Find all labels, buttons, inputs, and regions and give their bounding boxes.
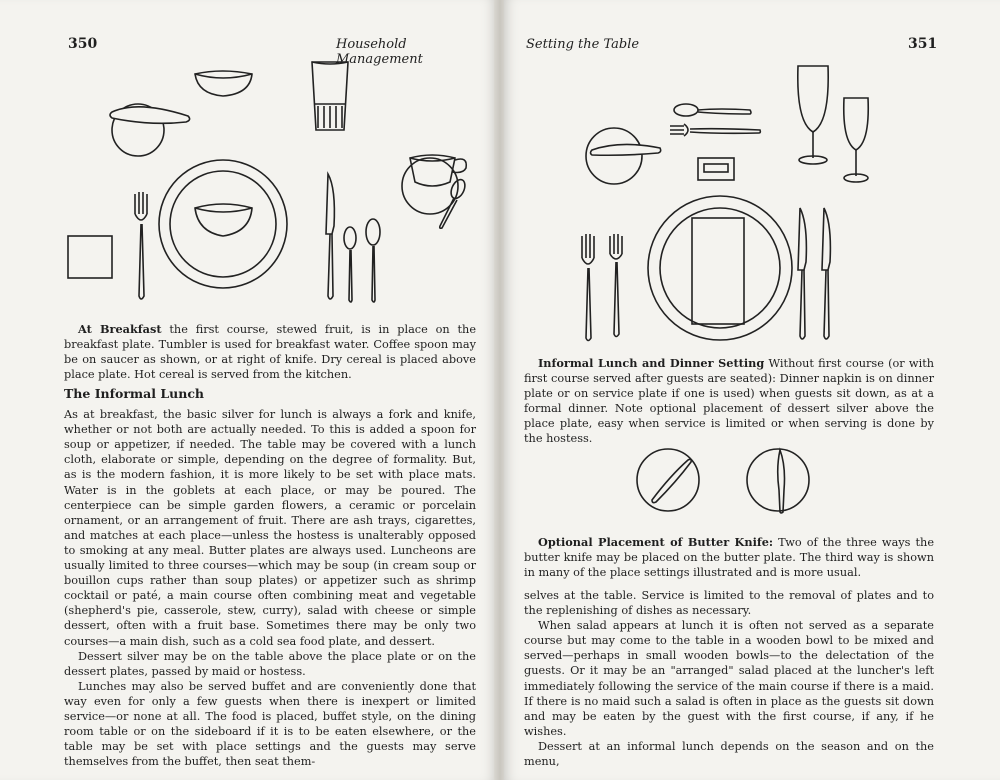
breakfast-caption-text: the first course, stewed fruit, is in place on the breakfast plate. Tumbler is used for breakfast water. Coffee spoon may be on saucer as shown, or at right of knife. Dry cereal is placed above place plate. Hot cereal is served from the kitchen.: [64, 323, 477, 382]
lunch-caption-text: Without first course (or with first course served after guests are seated): Dinner napkin is on dinner plate or on service plate if one is used) when guests sit down, as at a formal dinner. Note optional placement of dessert silver above the place plate, easy when service is limited or when serving is done by the hostess.: [524, 357, 935, 446]
paragraph: Dessert at an informal lunch depends on the season and on the menu,: [524, 739, 934, 769]
breakfast-caption-lead: At Breakfast: [78, 322, 162, 336]
right-body-text: [524, 588, 934, 769]
paragraph: selves at the table. Service is limited to the removal of plates and to the replenishing of dishes as necessary.: [524, 589, 934, 618]
butter-knife-caption: [524, 535, 934, 580]
butter-caption-text: Two of the three ways the butter knife may be placed on the butter plate. The third way is shown in many of the place settings illustrated and is more usual.: [524, 536, 935, 580]
paragraph: When salad appears at lunch it is often not served as a separate course but may come to the table in a wooden bowl to be mixed and served—perhaps in small wooden bowls—to the delectation of the guests. Or it may be an "arranged" salad placed at the luncher's left immediately following the service of the main course if there is a maid. If there is no maid such a salad is often in place as the guests sit down and may be eaten by the guest with the first course, if any, if he wishes.: [524, 619, 934, 738]
running-head-left: Household Management: [336, 37, 423, 67]
paragraph: Dessert silver may be on the table above the place plate or on the dessert plates, passed by maid or hostess.: [64, 649, 476, 678]
section-heading-informal-lunch: The Informal Lunch: [64, 386, 205, 401]
right-page: [504, 0, 1000, 780]
running-head-right: Setting the Table: [526, 37, 640, 52]
lunch-setting-caption: [524, 356, 934, 447]
butter-caption-lead: Optional Placement of Butter Knife:: [538, 535, 774, 549]
breakfast-caption: [64, 322, 476, 382]
lunch-dinner-setting-illustration: [570, 58, 910, 344]
lunch-caption-lead: Informal Lunch and Dinner Setting: [538, 356, 765, 370]
page-number-left: 350: [68, 36, 98, 52]
left-page: [0, 0, 496, 780]
butter-knife-illustration: [630, 446, 830, 516]
page-number-right: 351: [908, 36, 938, 52]
paragraph: Lunches may also be served buffet and are conveniently done that way even for only a few guests when there is inexpert or limited service—or none at all. The food is placed, buffet style, on the dining room table or on the sideboard if it is to be eaten elsewhere, or the table may be set with place settings and the guests may serve themselves from the buffet, then seat them-: [64, 679, 476, 769]
paragraph: As at breakfast, the basic silver for lunch is always a fork and knife, whether or not both are actually needed. To this is added a spoon for soup or appetizer, if needed. The table may be covered with a lunch cloth, elaborate or simple, depending on the degree of formality. But, as is the modern fashion, it is more likely to be set with place mats. Water is in the goblets at each place, or may be poured. The centerpiece can be simple garden flowers, a ceramic or porcelain ornament, or an arrangement of fruit. There are ash trays, cigarettes, and matches at each place—unless the hostess is unalterably opposed to smoking at any meal. Butter plates are always used. Luncheons are usually limited to three courses—which may be soup (in cream soup or bouillon cups rather than soup plates) or appetizer such as shrimp cocktail or paté, a main course often combining meat and vegetable (shepherd's pie, casserole, stew, curry), salad with cheese or simple dessert, often with a fruit base. Sometimes there may be only two courses—a main dish, such as a cold sea food plate, and dessert.: [64, 408, 476, 648]
breakfast-setting-illustration: [60, 56, 480, 318]
informal-lunch-section: [64, 378, 476, 769]
